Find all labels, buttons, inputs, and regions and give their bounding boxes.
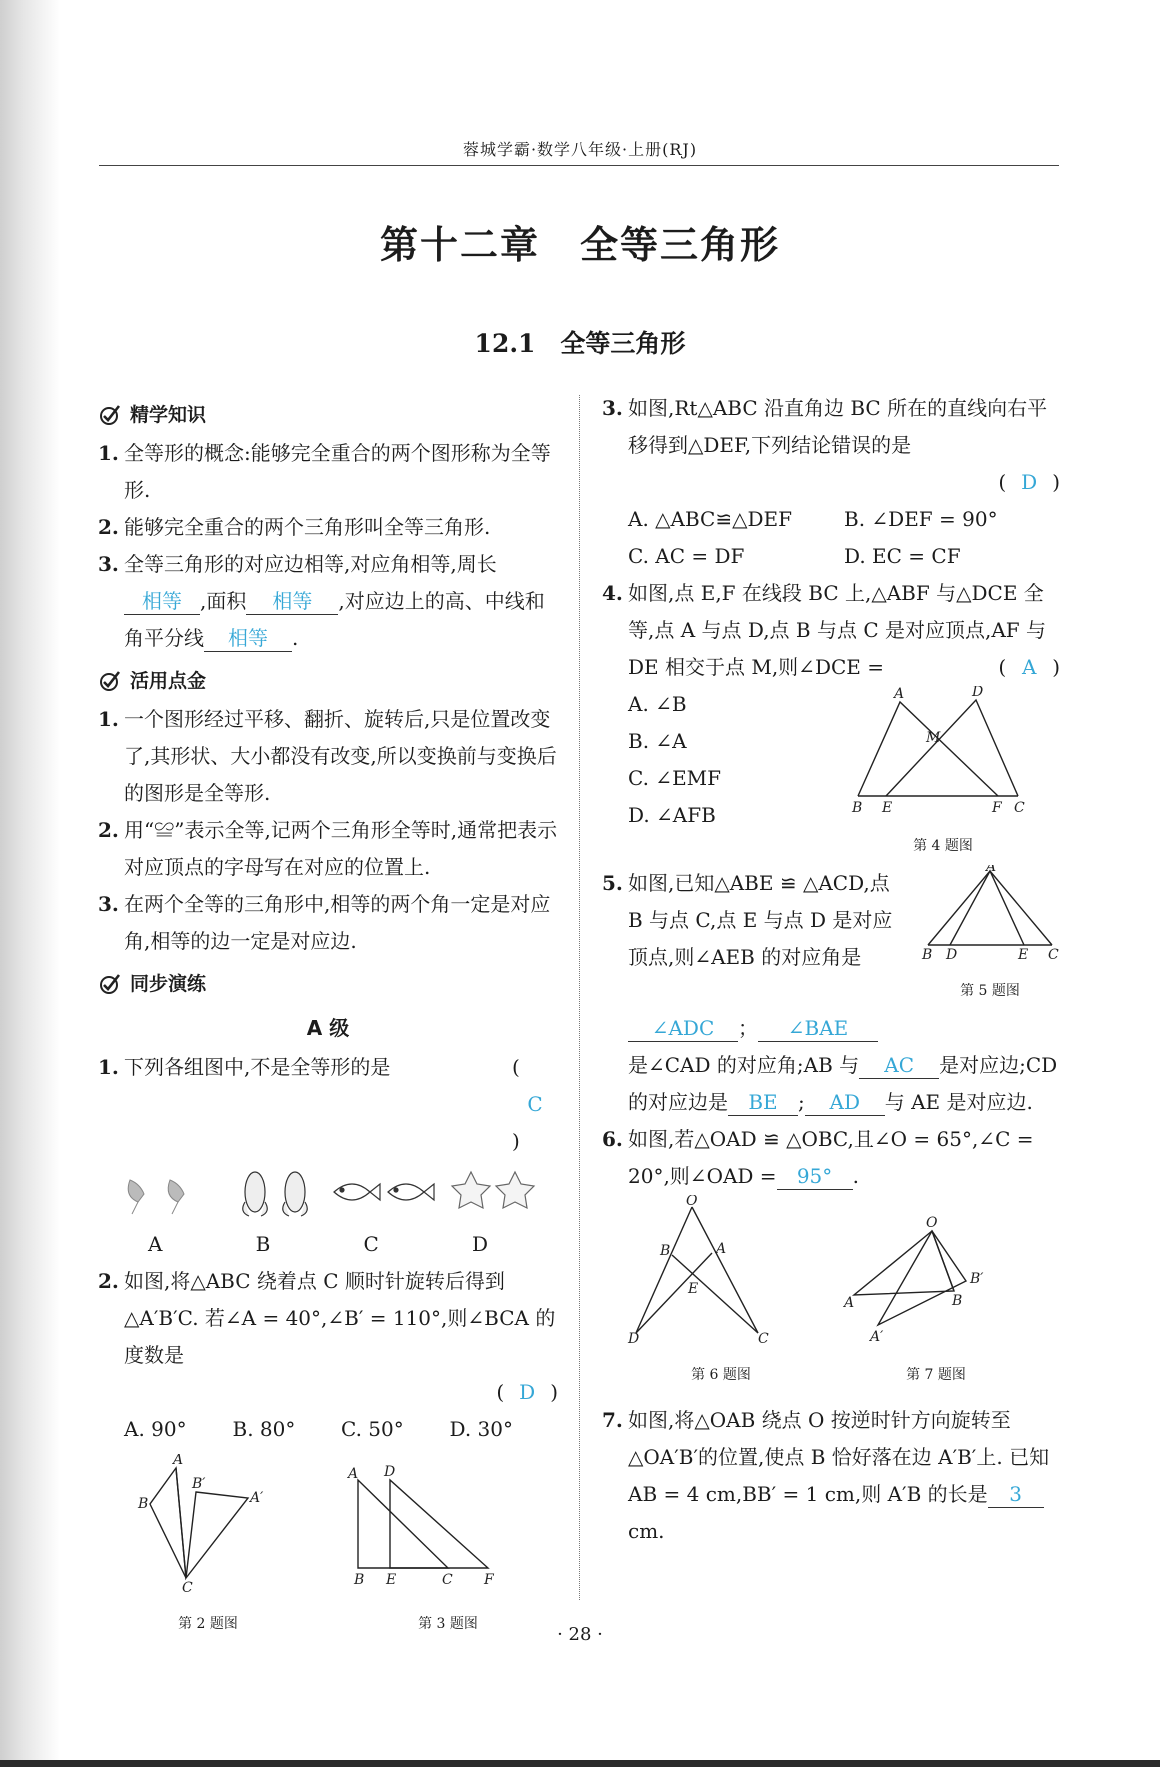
answer-blank: AD: [805, 1089, 885, 1116]
ginkgo-leaf-icon: [128, 1180, 184, 1214]
svg-text:C: C: [442, 1572, 453, 1588]
knowledge-item-2: 2. 能够完全重合的两个三角形叫全等三角形.: [98, 515, 491, 539]
svg-text:B: B: [138, 1496, 149, 1512]
answer-choice: A: [1021, 655, 1037, 679]
right-column: [602, 390, 1060, 1550]
svg-text:E: E: [688, 1281, 699, 1297]
q4-options-and-figure: A. ∠B B. ∠A C. ∠EMF D. ∠AFB A D M B E F C 第 4 题图: [602, 686, 1060, 865]
star-face-icon: [452, 1172, 534, 1208]
corn-icon: [243, 1172, 308, 1216]
left-column: [98, 395, 558, 1643]
svg-text:O: O: [926, 1215, 938, 1231]
svg-text:E: E: [882, 800, 893, 816]
level-label: A 级: [306, 1016, 350, 1040]
svg-text:A: A: [844, 1295, 855, 1311]
svg-text:C: C: [182, 1580, 193, 1594]
answer-choice: D: [519, 1380, 536, 1404]
svg-text:E: E: [386, 1572, 397, 1588]
fish-icon: [334, 1184, 434, 1200]
svg-text:D: D: [384, 1464, 396, 1480]
svg-text:B′: B′: [970, 1271, 984, 1287]
question-7: 7. 如图,将△OAB 绕点 O 按逆时针方向旋转至△OA′B′的位置,使点 B 恰好落在边 A′B′上. 已知 AB = 4 cm,BB′ = 1 cm,则 A′B 的长是 3cm.: [602, 1408, 1050, 1543]
knowledge-item-3: 3. 全等三角形的对应边相等,对应角相等,周长相等 ,面积 相等 ,对应边上的高、中线和角平分线 相等 .: [98, 552, 545, 650]
chapter-title: 第十二章 全等三角形: [379, 223, 780, 267]
question-1: 1. 下列各组图中,不是全等形的是 ( C ): [98, 1049, 558, 1160]
q3-options: A. △ABC≌△DEF B. ∠DEF = 90° C. AC = DF D. EC = CF: [628, 507, 998, 568]
bottom-edge-bar: [0, 1760, 1160, 1767]
answer-blank: BE: [728, 1089, 798, 1116]
check-badge-icon: [98, 669, 122, 693]
svg-text:F: F: [484, 1572, 494, 1588]
figure-q4: [848, 686, 1038, 816]
q1-option-labels: A B C D: [148, 1232, 488, 1256]
svg-text:A: A: [986, 865, 997, 875]
figure-q5: [920, 865, 1060, 961]
svg-text:A′: A′: [250, 1490, 264, 1506]
svg-text:C: C: [1014, 800, 1025, 816]
svg-text:A: A: [348, 1466, 359, 1482]
q6-q7-figures: O B A E D C 第 6 题图 O A B B′ A′ 第 7 题图: [602, 1195, 1060, 1394]
svg-text:E: E: [1018, 947, 1029, 961]
question-2: 2. 如图,将△ABC 绕着点 C 顺时针旋转后得到△A′B′C. 若∠A = 40°,∠B′ = 110°,则∠BCA 的度数是 ( D ): [98, 1263, 558, 1411]
section-heading-study: 精学知识: [98, 395, 558, 435]
answer-blank: 相等: [124, 588, 200, 615]
svg-text:D: D: [628, 1331, 640, 1345]
answer-blank: 相等: [246, 588, 338, 615]
svg-text:B: B: [852, 800, 863, 816]
running-header: 蓉城学霸·数学八年级·上册(RJ): [462, 140, 698, 159]
answer-blank: ∠ADC: [628, 1015, 738, 1042]
svg-text:A: A: [716, 1241, 727, 1257]
svg-text:B: B: [922, 947, 933, 961]
figure-q7: [836, 1195, 1036, 1345]
q4-options: A. ∠B B. ∠A C. ∠EMF D. ∠AFB: [628, 692, 722, 827]
svg-text:D: D: [946, 947, 958, 961]
page-number: · 28 ·: [557, 1624, 603, 1645]
svg-text:B: B: [354, 1572, 365, 1588]
question-5: 5. A B D E C 第 5 题图 如图,已知△ABE ≌ △ACD,点 B 与点 C,点 E 与点 D 是对应顶点,则∠AEB 的对应角是 ∠ADC ； ∠BAE 是∠CAD 的对应角;AB 与 AC 是对应边;CD 的对应边是 BE ; AD 与 AE 是对应边.: [602, 865, 1060, 1121]
svg-text:D: D: [972, 686, 984, 700]
answer-blank: 相等: [204, 625, 292, 652]
question-3: 3. 如图,Rt△ABC 沿直角边 BC 所在的直线向右平移得到△DEF,下列结论错误的是 ( D ): [602, 390, 1060, 501]
column-divider: [579, 395, 580, 1600]
q2-q3-figures: A B C B′ A′ 第 2 题图 A D B E C F 第 3 题图: [98, 1454, 558, 1643]
svg-text:A: A: [894, 686, 905, 702]
check-badge-icon: [98, 972, 122, 996]
tip-item-3: 3. 在两个全等的三角形中,相等的两个角一定是对应角,相等的边一定是对应边.: [98, 892, 551, 953]
svg-text:O: O: [686, 1195, 698, 1209]
svg-text:B′: B′: [192, 1476, 206, 1492]
question-6: 6. 如图,若△OAD ≌ △OBC,且∠O = 65°,∠C = 20°,则∠OAD = 95° .: [602, 1127, 1034, 1188]
question-4: 4. 如图,点 E,F 在线段 BC 上,△ABF 与△DCE 全等,点 A 与点 D,点 B 与点 C 是对应顶点,AF 与 DE 相交于点 M,则∠DCE = ( A ): [602, 575, 1060, 686]
section-heading-practice: 同步演练: [98, 964, 558, 1004]
knowledge-item-1: 1. 全等形的概念:能够完全重合的两个图形称为全等形.: [98, 441, 551, 502]
svg-text:F: F: [992, 800, 1002, 816]
section-title: 12.1 全等三角形: [474, 329, 686, 358]
answer-blank: 95°: [777, 1163, 853, 1190]
answer-blank: 3: [988, 1481, 1044, 1508]
answer-choice: D: [1021, 470, 1038, 494]
svg-text:C: C: [1048, 947, 1059, 961]
check-badge-icon: [98, 403, 122, 427]
answer-blank: ∠BAE: [758, 1015, 878, 1042]
header-rule: [99, 165, 1059, 166]
tip-item-1: 1. 一个图形经过平移、翻折、旋转后,只是位置改变了,其形状、大小都没有改变,所以变换前与变换后的图形是全等形.: [98, 707, 557, 805]
tip-item-2: 2. 用“≌”表示全等,记两个三角形全等时,通常把表示对应顶点的字母写在对应的位置上.: [98, 818, 558, 879]
svg-text:M: M: [926, 730, 941, 746]
answer-choice: C: [527, 1092, 543, 1116]
figure-q3: [338, 1454, 558, 1594]
svg-text:A: A: [173, 1454, 184, 1468]
svg-text:A′: A′: [870, 1329, 884, 1345]
svg-text:B: B: [952, 1293, 963, 1309]
q1-figure-row: [98, 1162, 558, 1226]
figure-q6: [626, 1195, 816, 1345]
figure-q2: [98, 1454, 318, 1594]
svg-text:C: C: [758, 1331, 769, 1345]
answer-blank: AC: [859, 1052, 939, 1079]
section-heading-apply: 活用点金: [98, 661, 558, 701]
svg-text:B: B: [660, 1243, 671, 1259]
q2-options: A. 90° B. 80° C. 50° D. 30°: [124, 1417, 513, 1441]
